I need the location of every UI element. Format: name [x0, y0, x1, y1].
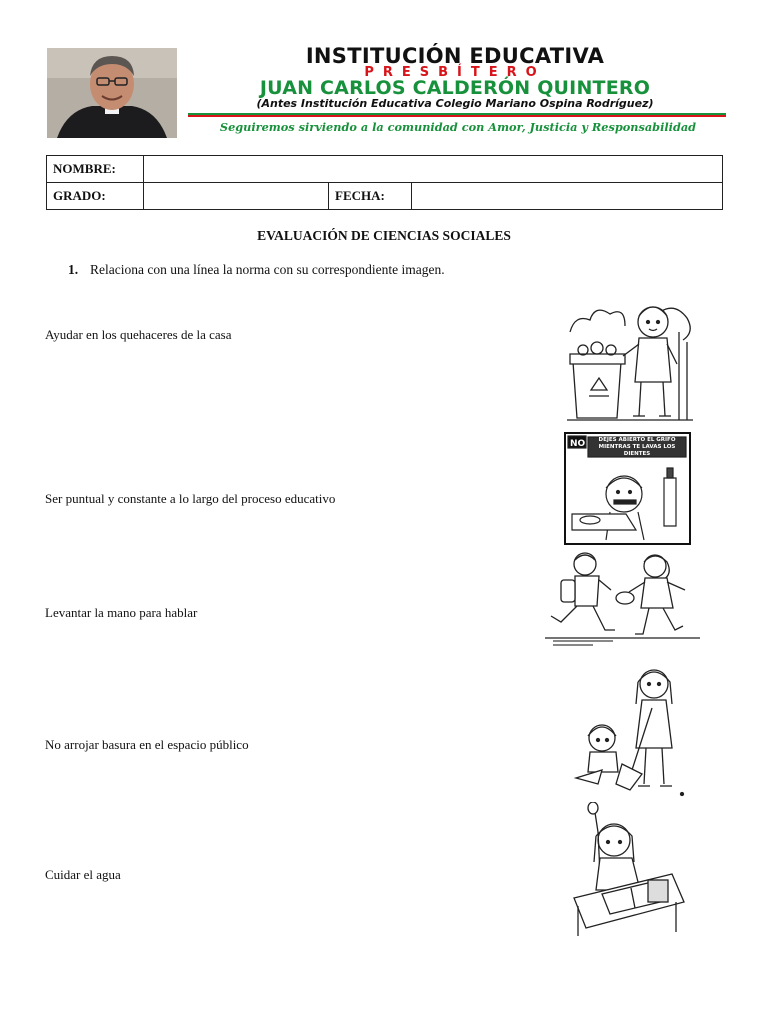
school-name-heading: JUAN CARLOS CALDERÓN QUINTERO	[259, 77, 651, 99]
cleaning-illustration	[572, 660, 690, 800]
fecha-field[interactable]	[412, 183, 723, 210]
norm-item: Ser puntual y constante a lo largo del proceso educativo	[45, 491, 336, 506]
nombre-field[interactable]	[144, 156, 723, 183]
priest-portrait	[47, 48, 177, 138]
norm-item: No arrojar basura en el espacio público	[45, 737, 249, 752]
nombre-label: NOMBRE:	[47, 156, 144, 183]
question-text: Relaciona con una línea la norma con su correspondiente imagen.	[90, 262, 445, 277]
school-motto: Seguiremos sirviendo a la comunidad con Amor, Justicia y Responsabilidad	[219, 120, 697, 134]
grado-label: GRADO:	[47, 183, 144, 210]
question-number: 1.	[68, 262, 79, 277]
recycling-illustration	[565, 292, 695, 424]
norm-item: Levantar la mano para hablar	[45, 605, 198, 620]
norm-item: Ayudar en los quehaceres de la casa	[45, 327, 232, 342]
raise-hand-illustration	[572, 802, 690, 936]
student-info-table	[46, 155, 723, 210]
save-water-illustration	[564, 432, 691, 545]
punctuality-illustration	[545, 550, 700, 650]
exam-title: EVALUACIÓN DE CIENCIAS SOCIALES	[257, 228, 511, 243]
norm-item: Cuidar el agua	[45, 867, 121, 882]
grado-field[interactable]	[144, 183, 329, 210]
fecha-label: FECHA:	[329, 183, 412, 210]
tap-caption-no: NO	[570, 439, 586, 449]
question-1	[68, 262, 445, 278]
header-divider	[188, 113, 726, 117]
tap-caption-text: DEJES ABIERTO EL GRIFO MIENTRAS TE LAVAS LOS DIENTES	[598, 437, 676, 457]
institution-heading: INSTITUCIÓN EDUCATIVA	[305, 44, 605, 68]
presbitero-heading: PRESBÍTERO	[364, 65, 546, 80]
former-name-subtitle: (Antes Institución Educativa Colegio Mariano Ospina Rodríguez)	[256, 97, 654, 110]
